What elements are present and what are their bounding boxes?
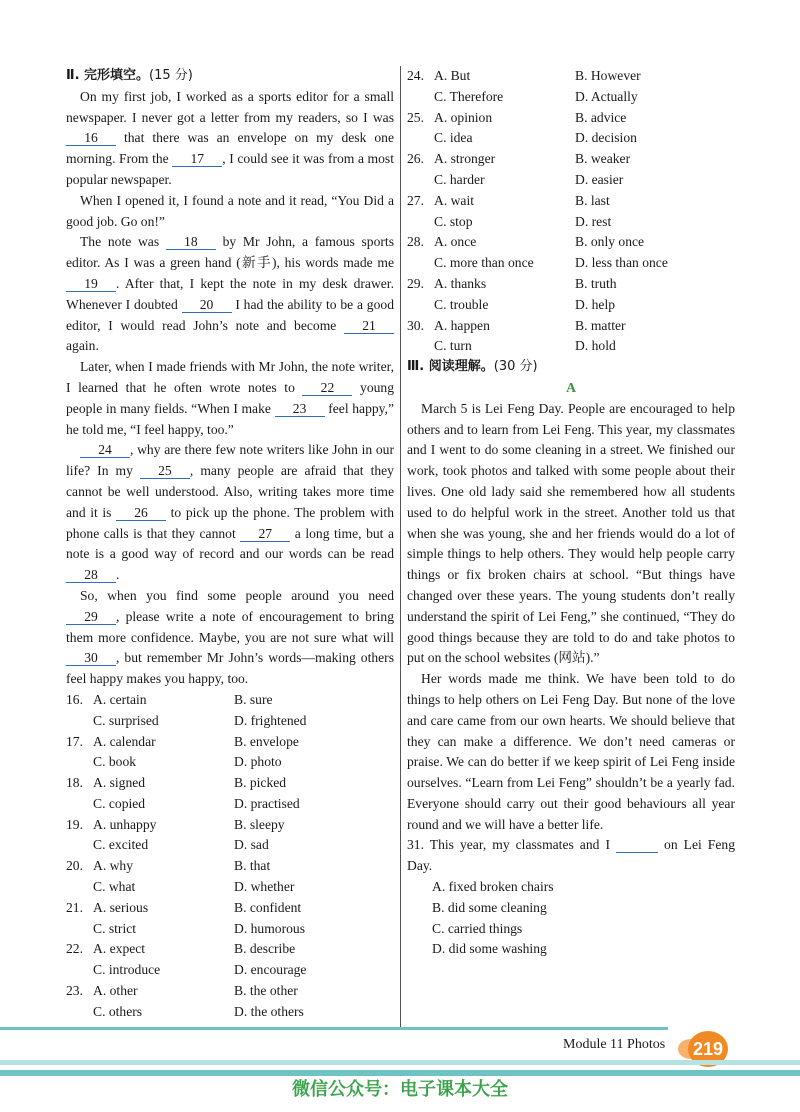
passage-text: , please write a note of encouragement to bring them more confidence. Maybe, you are not sure what will (66, 608, 394, 645)
option-a: A. happen (434, 317, 490, 333)
question-row (66, 939, 394, 960)
option-b: B. sleepy (234, 816, 285, 832)
footer-rule (0, 1027, 668, 1030)
option-a: A. once (434, 234, 477, 250)
option-d: D. photo (234, 754, 282, 770)
option-a: A. serious (93, 899, 149, 915)
option-b: B. weaker (575, 151, 631, 167)
passage-text: The note was (80, 234, 166, 250)
question-number: 25. (407, 109, 424, 125)
question-row (66, 690, 394, 711)
blank-17: 17 (172, 151, 222, 167)
option-c: C. Therefore (434, 88, 504, 104)
question-row-2 (407, 87, 735, 108)
passage-text: feel happy,” he told me, “I feel happy, too.” (66, 400, 395, 437)
option-c: C. surprised (93, 712, 159, 728)
option-d: D. the others (234, 1003, 304, 1019)
indent (66, 794, 93, 815)
option-c: C. copied (93, 795, 146, 811)
question-row (407, 66, 735, 87)
indent (66, 1002, 93, 1023)
passage-paragraph (66, 440, 394, 586)
question-row-2 (66, 919, 394, 940)
question-31-stem-after: on Lei Feng Day. (407, 837, 735, 874)
option-a: A. thanks (434, 275, 487, 291)
option-b: B. However (575, 68, 641, 83)
blank-24: 24 (80, 442, 130, 458)
option-c: C. excited (93, 837, 149, 853)
blank-25: 25 (140, 463, 190, 479)
question-row-2 (66, 960, 394, 981)
section-2-heading (66, 66, 394, 87)
question-31-option-a: A. fixed broken chairs (432, 879, 554, 895)
blank-18: 18 (166, 234, 216, 250)
section-2-score: (15 分) (149, 68, 193, 83)
passage-text: by Mr John, a famous sports editor. As I was a green hand (新手), his words made me (66, 234, 394, 271)
question-number: 30. (407, 317, 424, 333)
option-d: D. frightened (234, 712, 307, 728)
option-c: C. idea (434, 130, 473, 146)
blank-30: 30 (66, 650, 116, 666)
blank-27: 27 (240, 526, 290, 542)
right-column (407, 66, 735, 960)
indent (66, 919, 93, 940)
page-number: 219 (692, 1038, 724, 1059)
option-b: B. the other (234, 983, 298, 999)
passage-paragraph (66, 586, 394, 690)
option-d: D. easier (575, 171, 624, 187)
question-row-2 (66, 752, 394, 773)
blank-19: 19 (66, 276, 116, 292)
passage-text: Later, when I made friends with Mr John, the note writer, I learned that he often wrote notes to (66, 359, 394, 395)
option-d: D. help (575, 296, 616, 312)
passage-paragraph (66, 191, 394, 233)
option-d: D. whether (234, 879, 295, 895)
left-column (66, 66, 394, 1023)
option-d: D. less than once (575, 255, 668, 271)
option-b: B. matter (575, 317, 626, 333)
option-a: A. other (93, 983, 138, 999)
question-row-2 (407, 295, 735, 316)
blank-22: 22 (302, 380, 352, 396)
option-a: A. stronger (434, 151, 496, 167)
question-number: 26. (407, 151, 424, 167)
indent (66, 711, 93, 732)
option-d: D. Actually (575, 88, 638, 104)
option-c: C. book (93, 754, 137, 770)
question-row (407, 191, 735, 212)
option-a: A. signed (93, 775, 146, 791)
option-a: A. unhappy (93, 816, 157, 832)
question-number: 29. (407, 275, 424, 291)
option-b: B. truth (575, 275, 617, 291)
option-a: A. calendar (93, 733, 156, 749)
option-a: A. why (93, 858, 134, 874)
question-31-option-d: D. did some washing (432, 941, 547, 957)
question-number: 22. (66, 941, 83, 957)
option-c: C. introduce (93, 962, 161, 978)
question-row-2 (407, 128, 735, 149)
indent (66, 960, 93, 981)
indent (407, 212, 434, 233)
option-c: C. trouble (434, 296, 489, 312)
option-b: B. describe (234, 941, 296, 957)
question-row (407, 149, 735, 170)
question-number: 16. (66, 691, 83, 707)
passage-a-label: A (566, 379, 576, 395)
passage-text: that there was an envelope on my desk one morning. From the (66, 130, 394, 167)
question-row-2 (407, 170, 735, 191)
passage-text: young people in many fields. “When I make (66, 379, 395, 416)
question-row-2 (407, 212, 735, 233)
passage-text: , many people are afraid that they cannot be well understood. Also, writing takes more time and it is (66, 463, 394, 520)
passage-text: again. (66, 338, 99, 354)
option-d: D. encourage (234, 962, 307, 978)
indent (66, 835, 93, 856)
question-row (407, 232, 735, 253)
question-number: 20. (66, 858, 83, 874)
option-d: D. decision (575, 130, 637, 146)
question-row-2 (66, 794, 394, 815)
question-row-2 (66, 1002, 394, 1023)
indent (407, 87, 434, 108)
option-a: A. But (434, 68, 471, 83)
option-c: C. harder (434, 171, 485, 187)
question-number: 18. (66, 775, 83, 791)
question-row (407, 274, 735, 295)
watermark: 微信公众号：电子课本大全 (292, 1079, 508, 1100)
question-number: 27. (407, 192, 424, 208)
option-b: B. confident (234, 899, 302, 915)
passage-text: . (116, 567, 120, 583)
option-b: B. sure (234, 691, 273, 707)
question-row (66, 856, 394, 877)
question-row-2 (407, 336, 735, 357)
option-b: B. advice (575, 109, 627, 125)
question-row (66, 773, 394, 794)
question-number: 23. (66, 983, 83, 999)
column-divider (400, 66, 401, 1030)
question-row (407, 316, 735, 337)
option-c: C. others (93, 1003, 143, 1019)
question-number: 17. (66, 733, 83, 749)
indent (407, 128, 434, 149)
question-row (407, 108, 735, 129)
passage-text: So, when you find some people around you need (80, 587, 394, 603)
indent (66, 752, 93, 773)
question-row-2 (66, 877, 394, 898)
option-d: D. humorous (234, 920, 305, 936)
passage-text: , why are there few note writers like John in our life? In my (66, 442, 394, 479)
footer-module: Module 11 Photos (563, 1037, 666, 1052)
blank-26: 26 (116, 505, 166, 521)
passage-text: On my first job, I worked as a sports editor for a small newspaper. I never got a letter from my readers, so I was (66, 88, 394, 125)
option-c: C. turn (434, 338, 472, 354)
passage-text: , I could see it was from a most popular newspaper. (66, 151, 394, 187)
passage-paragraph (66, 87, 394, 191)
questions-right (407, 66, 735, 357)
option-d: D. rest (575, 213, 612, 229)
question-31-blank (616, 837, 658, 853)
section-3-score: (30 分) (493, 359, 538, 375)
footer-band-light (0, 1060, 800, 1065)
question-row (66, 898, 394, 919)
question-number: 19. (66, 816, 83, 832)
indent (407, 170, 434, 191)
passage-text: . After that, I kept the note in my desk drawer. Whenever I doubted (66, 275, 394, 312)
question-number: 24. (407, 68, 424, 83)
reading-paragraph-1: March 5 is Lei Feng Day. People are encouraged to help others and to learn from Lei Feng. This year, my classmates and I went to do some cleaning in a street. We finished our work, took photos and talked with some people about their lives. One old lady said she remembered how all students used to do helpful work in the street. Another told us that when she was young, she and her friends would do a lot of simple things to help others. They would help people carry things or fix broken chairs at school. “But things have changed over these years. The young students don’t really understand the spirit of Lei Feng,” she continued, “They do good things because they are told to do and take photos to put on the school websites (网站).” (407, 400, 735, 666)
passage-text: to pick up the phone. The problem with phone calls is that they cannot (66, 504, 394, 541)
indent (407, 253, 434, 274)
reading-paragraph-2: Her words made me think. We have been told to do things to help others on Lei Feng Day. But none of the love and care came from our own hearts. We should believe that they can make a difference. We don’t need cameras or praise. We can do better if we keep spirit of Lei Feng inside ourselves. “Learn from Lei Feng” shouldn’t be a yearly fad. Everyone should carry out their good behaviours all year round and we will have a better life. (407, 671, 735, 832)
option-b: B. picked (234, 775, 287, 791)
questions-left (66, 690, 394, 1023)
blank-20: 20 (182, 297, 232, 313)
cloze-passage (66, 87, 394, 690)
blank-29: 29 (66, 609, 116, 625)
question-31-stem-before: 31. This year, my classmates and I (407, 837, 617, 853)
question-row (66, 732, 394, 753)
passage-text: a long time, but a note is a good way of record and our words can be read (66, 525, 394, 562)
option-d: D. practised (234, 795, 300, 811)
indent (66, 877, 93, 898)
section-3-heading (407, 357, 735, 378)
option-b: B. last (575, 192, 610, 208)
passage-text: When I opened it, I found a note and it read, “You Did a good job. Go on!” (66, 192, 394, 229)
blank-21: 21 (344, 318, 394, 334)
option-c: C. more than once (434, 255, 534, 271)
option-c: C. what (93, 879, 136, 895)
blank-23: 23 (275, 401, 325, 417)
question-number: 21. (66, 899, 83, 915)
option-c: C. strict (93, 920, 137, 936)
question-31-option-b: B. did some cleaning (432, 899, 547, 915)
option-a: A. opinion (434, 109, 493, 125)
question-31-stem (407, 835, 735, 877)
indent (407, 295, 434, 316)
blank-28: 28 (66, 567, 116, 583)
passage-text: I had the ability to be a good editor, I would read John’s note and become (66, 296, 394, 333)
indent (407, 336, 434, 357)
option-d: D. hold (575, 338, 616, 354)
passage-paragraph (66, 357, 394, 440)
question-31-option-c: C. carried things (432, 920, 523, 936)
option-b: B. only once (575, 234, 645, 250)
option-a: A. expect (93, 941, 146, 957)
option-b: B. that (234, 858, 271, 874)
question-row-2 (407, 253, 735, 274)
blank-16: 16 (66, 130, 116, 146)
passage-paragraph (66, 232, 394, 357)
question-row-2 (66, 711, 394, 732)
question-row-2 (66, 835, 394, 856)
option-a: A. wait (434, 192, 475, 208)
question-number: 28. (407, 234, 424, 250)
section-3-title: Ⅲ. 阅读理解。 (407, 359, 494, 375)
option-d: D. sad (234, 837, 269, 853)
option-b: B. envelope (234, 733, 299, 749)
passage-text: , but remember Mr John’s words—making others feel happy makes you happy, too. (66, 650, 394, 687)
option-c: C. stop (434, 213, 473, 229)
question-row (66, 815, 394, 836)
section-2-title: Ⅱ. 完形填空。 (66, 68, 150, 83)
question-row (66, 981, 394, 1002)
option-a: A. certain (93, 691, 147, 707)
